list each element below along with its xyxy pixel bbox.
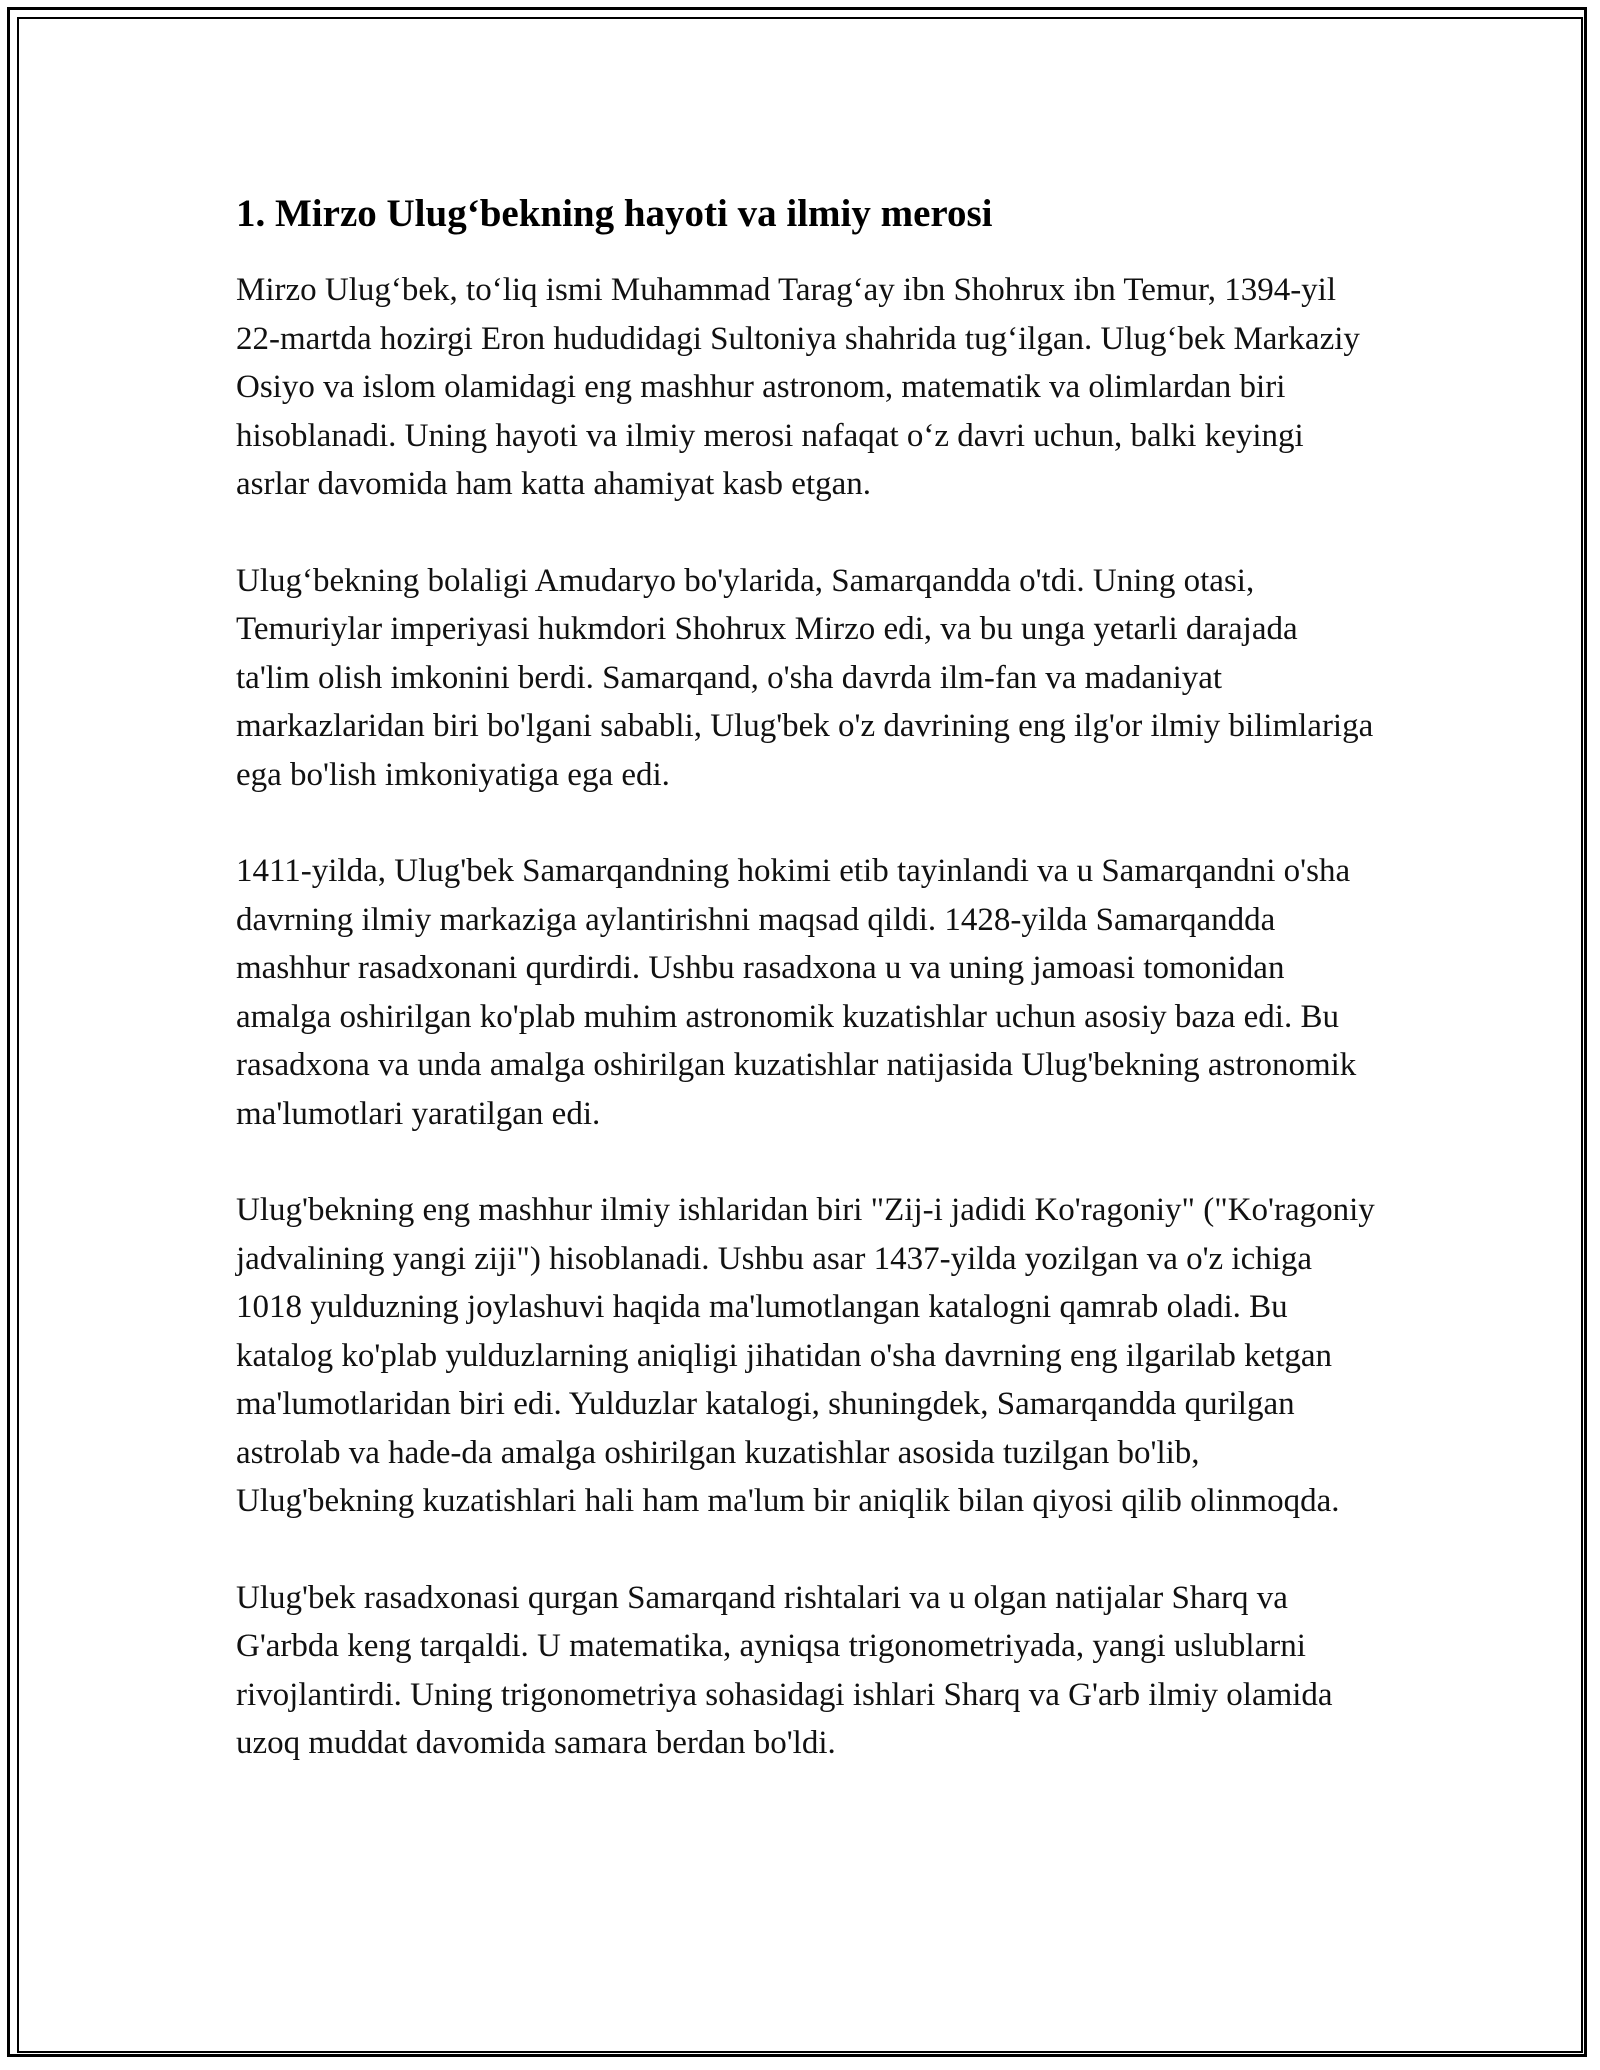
paragraph-legacy: Ulug'bek rasadxonasi qurgan Samarqand rishtalari va u olgan natijalar Sharq va G'arbda keng tarqaldi. U matematika, ayniqsa trigonometriyada, yangi uslublarni rivojlantirdi. Uning trigonometriya sohasidagi ishlari Sharq va G'arb ilmiy olamida uzoq muddat davomida samara berdan bo'ldi. xyxy=(236,1579,1333,1761)
section-heading: 1. Mirzo Ulug‘bekning hayoti va ilmiy merosi xyxy=(236,192,993,235)
paragraph-childhood: Ulug‘bekning bolaligi Amudaryo bo'ylarida, Samarqandda o'tdi. Uning otasi, Temuriylar imperiyasi hukmdori Shohrux Mirzo edi, va bu unga yetarli darajada ta'lim olish imkonini berdi. Samarqand, o'sha davrda ilm-fan va madaniyat markazlaridan biri bo'lgani sababli, Ulug'bek o'z davrining eng ilg'or ilmiy bilimlariga ega bo'lish imkoniyatiga ega edi. xyxy=(236,562,1374,793)
paragraph-birth: Mirzo Ulug‘bek, to‘liq ismi Muhammad Tarag‘ay ibn Shohrux ibn Temur, 1394-yil 22-martda hozirgi Eron hududidagi Sultoniya shahrida tug‘ilgan. Ulug‘bek Markaziy Osiyo va islom olamidagi eng mashhur astronom, matematik va olimlardan biri hisoblanadi. Uning hayoti va ilmiy merosi nafaqat o‘z davri uchun, balki keyingi asrlar davomida ham katta ahamiyat kasb etgan. xyxy=(236,272,1360,502)
paragraph-observatory: 1411-yilda, Ulug'bek Samarqandning hokimi etib tayinlandi va u Samarqandni o'sha davrning ilmiy markaziga aylantirishni maqsad qildi. 1428-yilda Samarqandda mashhur rasadxonani qurdirdi. Ushbu rasadxona u va uning jamoasi tomonidan amalga oshirilgan ko'plab muhim astronomik kuzatishlar uchun asosiy baza edi. Bu rasadxona va unda amalga oshirilgan kuzatishlar natijasida Ulug'bekning astronomik ma'lumotlari yaratilgan edi. xyxy=(236,853,1357,1132)
paragraph-zij: Ulug'bekning eng mashhur ilmiy ishlaridan biri "Zij-i jadidi Ko'ragoniy" ("Ko'ragoniy jadvalining yangi ziji") hisoblanadi. Ushbu asar 1437-yilda yozilgan va o'z ichiga 1018 yulduzning joylashuvi haqida ma'lumotlangan katalogni qamrab oladi. Bu katalog ko'plab yulduzlarning aniqligi jihatidan o'sha davrning eng ilgarilab ketgan ma'lumotlaridan biri edi. Yulduzlar katalogi, shuningdek, Samarqandda qurilgan astrolab va hade-da amalga oshirilgan kuzatishlar asosida tuzilgan bo'lib, Ulug'bekning kuzatishlari hali ham ma'lum bir aniqlik bilan qiyosi qilib olinmoqda. xyxy=(236,1192,1375,1519)
document-body xyxy=(236,188,1376,1816)
